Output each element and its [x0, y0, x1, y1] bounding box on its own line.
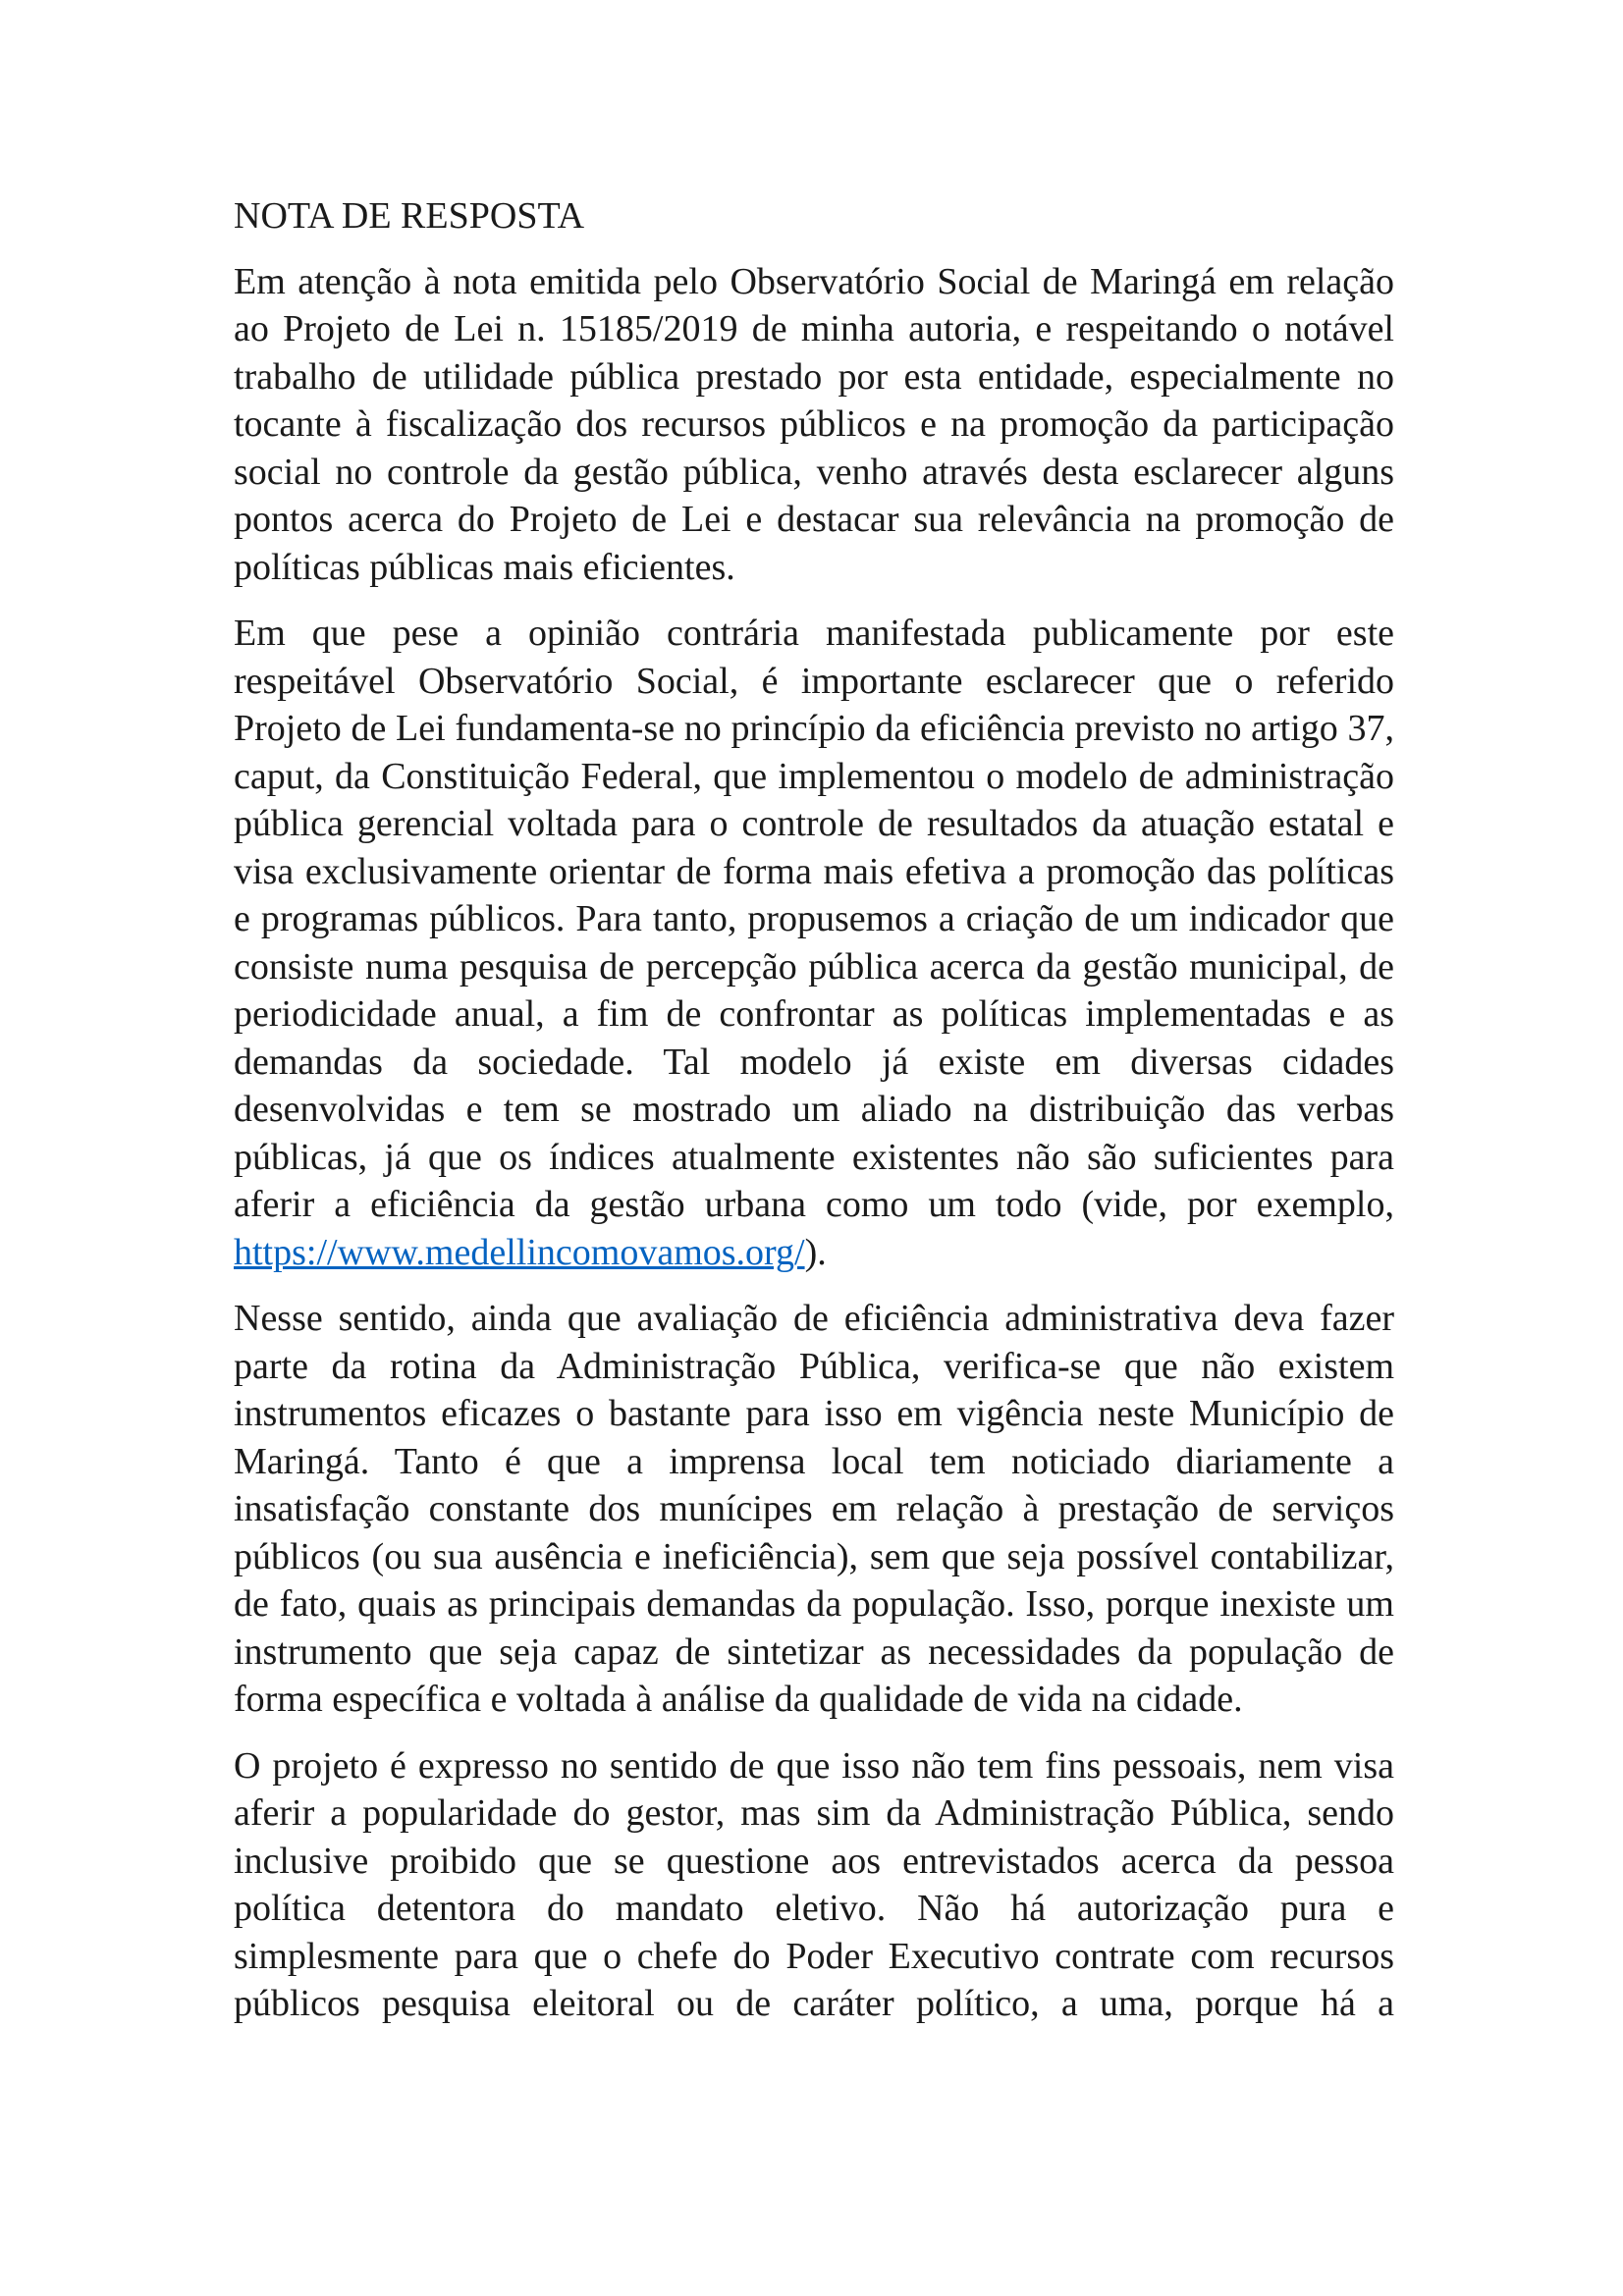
paragraph-efficiency	[234, 610, 1394, 1276]
paragraph-instruments: Nesse sentido, ainda que avaliação de eficiência administrativa deva fazer parte da rotina da Administração Pública, verifica-se que não existem instrumentos eficazes o bastante para isso em vigência neste Município de Maringá. Tanto é que a imprensa local tem noticiado diariamente a insatisfação constante dos munícipes em relação à prestação de serviços públicos (ou sua ausência e ineficiência), sem que seja possível contabilizar, de fato, quais as principais demandas da população. Isso, porque inexiste um instrumento que seja capaz de sintetizar as necessidades da população de forma específica e voltada à análise da qualidade de vida na cidade.	[234, 1298, 1394, 1720]
paragraph-project: O projeto é expresso no sentido de que isso não tem fins pessoais, nem visa aferir a popularidade do gestor, mas sim da Administração Pública, sendo inclusive proibido que se questione aos entrevistados acerca da pessoa política detentora do mandato eletivo. Não há autorização pura e simplesmente para que o chefe do Poder Executivo contrate com recursos públicos pesquisa eleitoral ou de caráter político, a uma, porque há a	[234, 1744, 1394, 2024]
paragraph-efficiency-suffix: ).	[804, 1231, 827, 1273]
paragraph-intro: Em atenção à nota emitida pelo Observatório Social de Maringá em relação ao Projeto de Lei n. 15185/2019 de minha autoria, e respeitando o notável trabalho de utilidade pública prestado por esta entidade, especialmente no tocante à fiscalização dos recursos públicos e na promoção da participação social no controle da gestão pública, venho através desta esclarecer alguns pontos acerca do Projeto de Lei e destacar sua relevância na promoção de políticas públicas mais eficientes.	[234, 260, 1394, 588]
document-body	[234, 192, 1394, 2047]
medellin-link[interactable]: https://www.medellincomovamos.org/	[234, 1231, 805, 1273]
document-title: NOTA DE RESPOSTA	[234, 195, 585, 237]
paragraph-efficiency-text: Em que pese a opinião contrária manifestada publicamente por este respeitável Observatório Social, é importante esclarecer que o referido Projeto de Lei fundamenta-se no princípio da eficiência previsto no artigo 37, caput, da Constituição Federal, que implementou o modelo de administração pública gerencial voltada para o controle de resultados da atuação estatal e visa exclusivamente orientar de forma mais efetiva a promoção das políticas e programas públicos. Para tanto, propusemos a criação de um indicador que consiste numa pesquisa de percepção pública acerca da gestão municipal, de periodicidade anual, a fim de confrontar as políticas implementadas e as demandas da sociedade. Tal modelo já existe em diversas cidades desenvolvidas e tem se mostrado um aliado na distribuição das verbas públicas, já que os índices atualmente existentes não são suficientes para aferir a eficiência da gestão urbana como um todo (vide, por exemplo,	[234, 613, 1394, 1225]
